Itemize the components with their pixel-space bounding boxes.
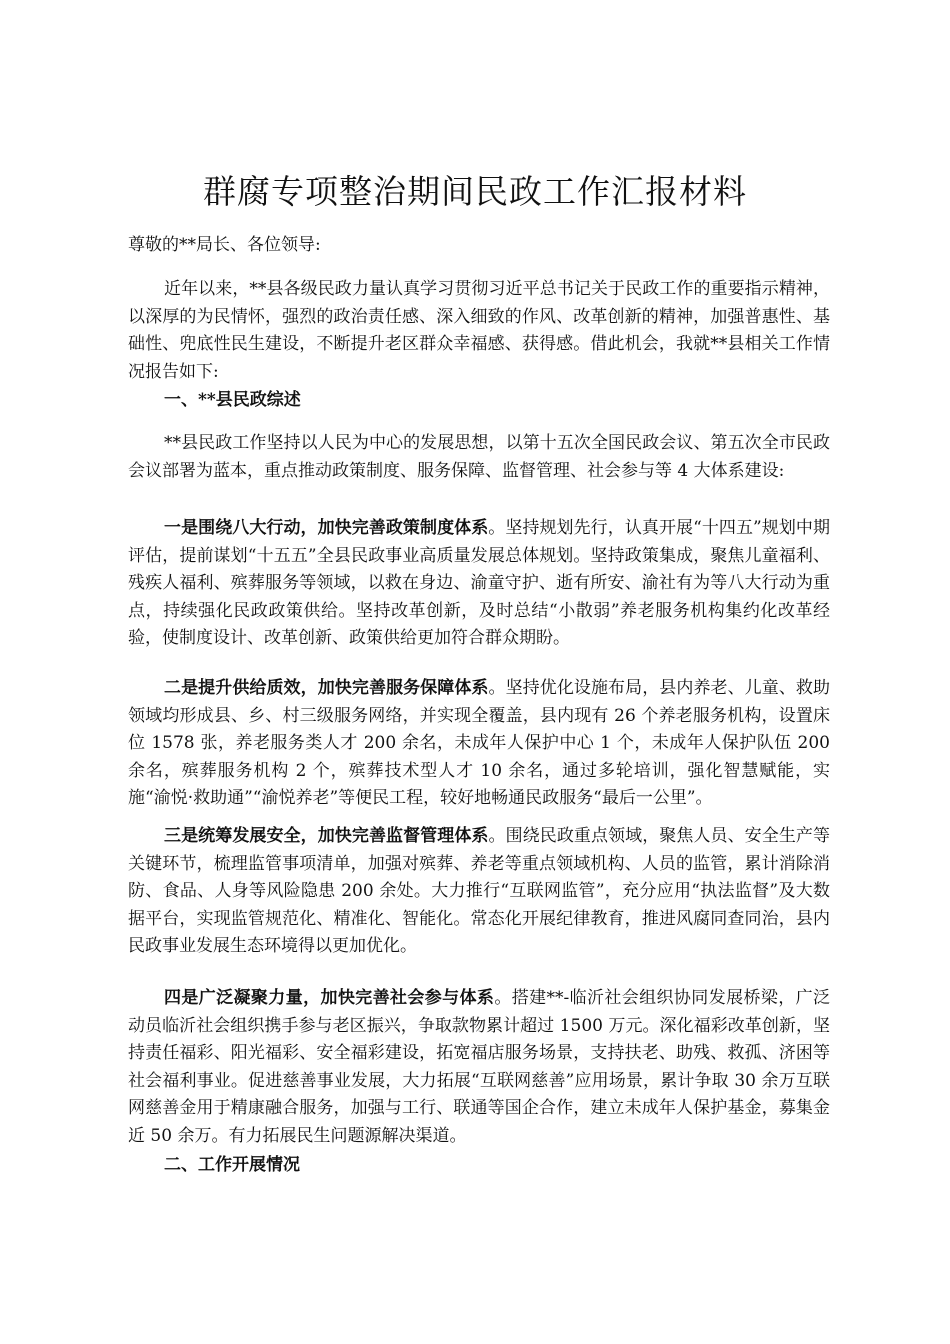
point-2-body: 。坚持优化设施布局，县内养老、儿童、救助领域均形成县、乡、村三级服务网络，并实现全覆盖，县内现有 26 个养老服务机构，设置床位 1578 张，养老服务类人才 200 余名，未成年人保护中心 1 个，未成年人保护队伍 200 余名，殡葬服务机构 2 个，殡葬技术型人才 10 余名，通过多轮培训，强化智慧赋能，实施“渝悦·救助通”“渝悦养老”等便民工程，较好地畅通民政服务“最后一公里”。	[128, 678, 830, 808]
point-1-paragraph	[128, 515, 830, 653]
point-1-lead: 一是围绕八大行动，加快完善政策制度体系	[164, 518, 489, 538]
point-2-lead: 二是提升供给质效，加快完善服务保障体系	[164, 678, 489, 698]
point-4-paragraph	[128, 985, 830, 1150]
point-2-paragraph	[128, 675, 830, 813]
section-1-heading: 一、**县民政综述	[164, 390, 301, 410]
point-1-body: 。坚持规划先行，认真开展“十四五”规划中期评估，提前谋划“十五五”全县民政事业高质量发展总体规划。坚持政策集成，聚焦儿童福利、残疾人福利、殡葬服务等领域，以救在身边、渝童守护、逝有所安、渝社有为等八大行动为重点，持续强化民政政策供给。坚持改革创新，及时总结“小散弱”养老服务机构集约化改革经验，使制度设计、改革创新、政策供给更加符合群众期盼。	[128, 518, 831, 648]
point-4-lead: 四是广泛凝聚力量，加快完善社会参与体系	[164, 988, 495, 1008]
document-title: 群腐专项整治期间民政工作汇报材料	[203, 172, 747, 211]
point-4-body: 。搭建**-临沂社会组织协同发展桥梁，广泛动员临沂社会组织携手参与老区振兴，争取款物累计超过 1500 万元。深化福彩改革创新，坚持责任福彩、阳光福彩、安全福彩建设，拓宽福店服务场景，支持扶老、助残、救孤、济困等社会福利事业。促进慈善事业发展，大力拓展“互联网慈善”应用场景，累计争取 30 余万互联网慈善金用于精康融合服务，加强与工行、联通等国企合作，建立未成年人保护基金，募集金近 50 余万。有力拓展民生问题源解决渠道。	[128, 988, 831, 1146]
point-3-paragraph	[128, 823, 830, 961]
section-1-overview: **县民政工作坚持以人民为中心的发展思想，以第十五次全国民政会议、第五次全市民政会议部署为蓝本，重点推动政策制度、服务保障、监督管理、社会参与等 4 大体系建设:	[128, 433, 830, 481]
intro-paragraph: 近年以来，**县各级民政力量认真学习贯彻习近平总书记关于民政工作的重要指示精神，以深厚的为民情怀，强烈的政治责任感、深入细致的作风、改革创新的精神，加强普惠性、基础性、兜底性民生建设，不断提升老区群众幸福感、获得感。借此机会，我就**县相关工作情况报告如下:	[128, 279, 830, 382]
salutation: 尊敬的**局长、各位领导:	[128, 235, 321, 255]
section-2-heading: 二、工作开展情况	[164, 1155, 300, 1175]
point-3-lead: 三是统筹发展安全，加快完善监督管理体系	[164, 826, 489, 846]
point-3-body: 。围绕民政重点领域，聚焦人员、安全生产等关键环节，梳理监管事项清单，加强对殡葬、养老等重点领域机构、人员的监管，累计消除消防、食品、人身等风险隐患 200 余处。大力推行“互联网监管”，充分应用“执法监督”及大数据平台，实现监管规范化、精准化、智能化。常态化开展纪律教育，推进风腐同查同治，县内民政事业发展生态环境得以更加优化。	[128, 826, 830, 956]
